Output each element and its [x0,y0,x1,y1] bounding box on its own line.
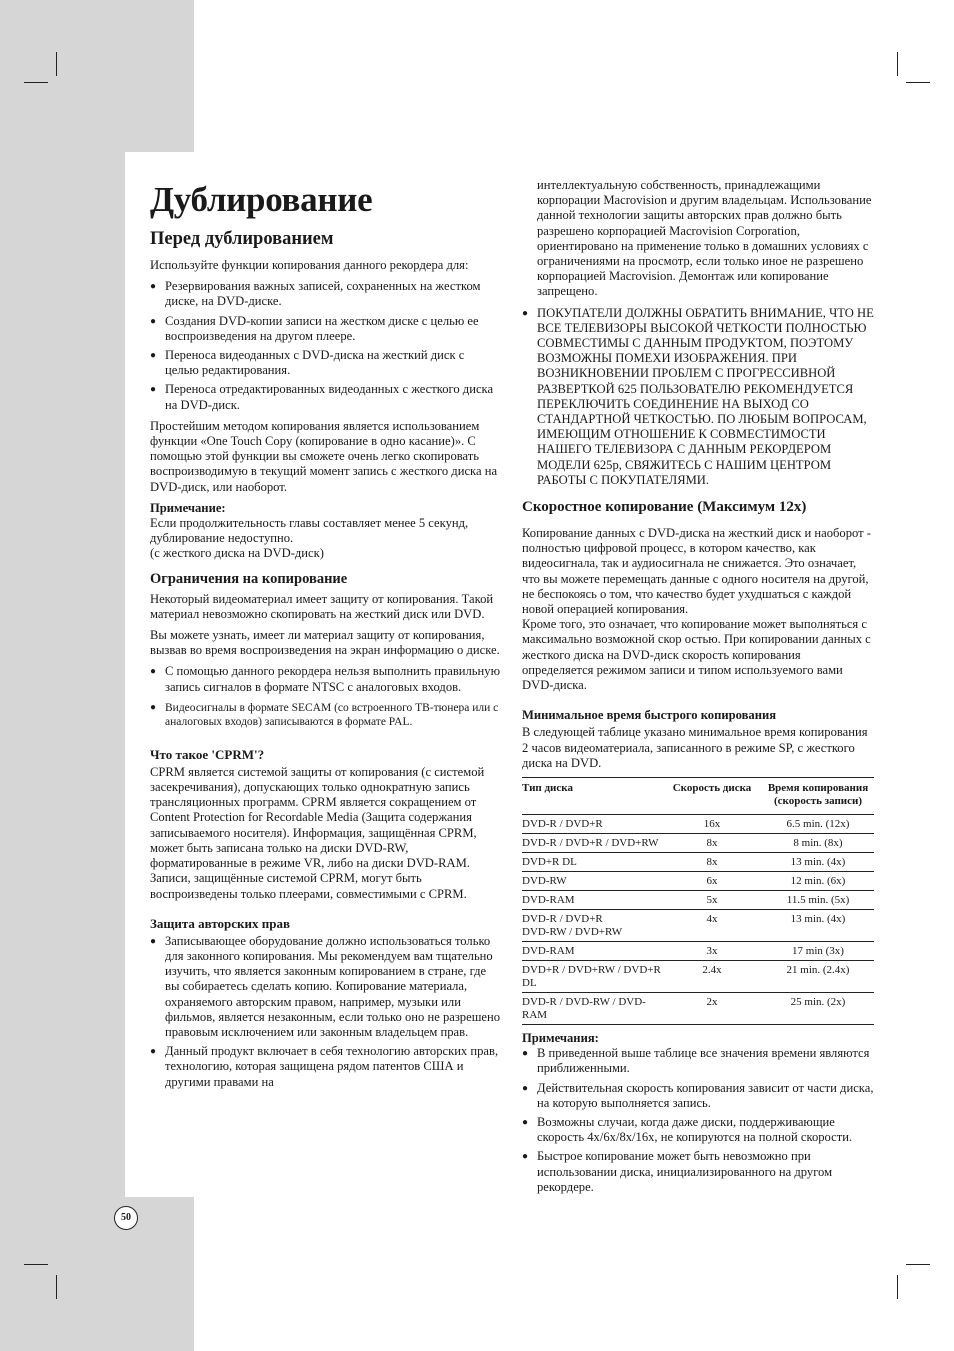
table-cell: 6x [662,871,762,890]
table-body [522,814,874,1024]
notes-label: Примечания: [522,1030,599,1045]
list-item: ● Быстрое копирование может быть невозможно при использовании диска, инициализированного на другом рекордере. [522,1149,874,1195]
table-row [522,814,874,833]
list-item: ● В приведенной выше таблице все значения времени являются приближенными. [522,1046,874,1076]
list-item: ● ПОКУПАТЕЛИ ДОЛЖНЫ ОБРАТИТЬ ВНИМАНИЕ, ЧТО НЕ ВСЕ ТЕЛЕВИЗОРЫ ВЫСОКОЙ ЧЕТКОСТИ ПОЛНОСТЬЮ СОВМЕСТИМЫ С ДАННЫМ ПРОДУКТОМ, ПОЭТОМУ ВОЗМОЖНЫ ПОМЕХИ ИЗОБРАЖЕНИЯ. ПРИ ВОЗНИКНОВЕНИИ ПРОБЛЕМ С ПРОГРЕССИВНОЙ РАЗВЕРТКОЙ 625 ПОЛЬЗОВАТЕЛЮ РЕКОМЕНДУЕТСЯ ПЕРЕКЛЮЧИТЬ СОЕДИНЕНИЕ НА ВЫХОД СО СТАНДАРТНОЙ ЧЕТКОСТЬЮ. ПО ЛЮБЫМ ВОПРОСАМ, ИМЕЮЩИМ ОТНОШЕНИЕ К СОВМЕСТИМОСТИ НАШЕГО ТЕЛЕВИЗОРА С ДАННЫМ РЕКОРДЕРОМ МОДЕЛИ 625p, СВЯЖИТЕСЬ С НАШИМ ЦЕНТРОМ РАБОТЫ С ПОКУПАТЕЛЯМИ. [522,306,874,488]
table-cell: DVD-RW [522,871,662,890]
hdtv-warning-list [522,306,874,488]
section-title-before-dubbing: Перед дублированием [150,229,334,249]
list-item: ● Возможны случаи, когда даже диски, поддерживающие скорость 4x/6x/8x/16x, не копируются на полной скорости. [522,1115,874,1145]
table-cell: 13 min. (4x) [762,852,874,871]
limits-list-secam [150,701,500,729]
limits-paragraph-2: Вы можете узнать, имеет ли материал защиту от копирования, вызвав во время воспроизведения на экран информацию о диске. [150,628,500,658]
table-cell: DVD-RAM [522,890,662,909]
table-cell: DVD+R DL [522,852,662,871]
side-band-left [0,152,125,1197]
list-item: ● Создания DVD-копии записи на жестком диске с целью ее воспроизведения на другом плеере. [150,314,500,344]
uses-list [150,279,500,413]
limits-paragraph-1: Некоторый видеоматериал имеет защиту от копирования. Такой материал невозможно скопировать на жесткий диск или DVD. [150,591,494,621]
crop-mark [56,52,57,76]
list-item: ● Данный продукт включает в себя технологию авторских прав, технологию, которая защищена рядом патентов США и другими правами на [150,1044,500,1090]
crop-mark [897,52,898,76]
copyright-continued: интеллектуальную собственность, принадлежащими корпорации Macrovision и другим владельцам. Использование данной технологии защиты авторских прав должно быть разрешено корпорацией Macrovision Corporation, ориентировано на применение только в домашних условиях с ограничениями на просмотр, если только иное не разрешено корпорацией Macrovision. Демонтаж или копирование запрещено. [537,178,872,299]
table-row [522,871,874,890]
table-cell: 8x [662,833,762,852]
min-time-text: В следующей таблице указано минимальное время копирования 2 часов видеоматериала, записанного в режиме SP, с жесткого диска на DVD. [522,725,868,770]
right-column [522,178,874,1201]
table-row [522,941,874,960]
table-row [522,852,874,871]
table-row [522,992,874,1024]
section-title-speed-copy: Скоростное копирование (Максимум 12x) [522,499,807,516]
table-cell: 25 min. (2x) [762,992,874,1024]
intro-text: Используйте функции копирования данного рекордера для: [150,258,469,272]
table-cell: 2.4x [662,960,762,992]
page-title: Дублирование [150,180,373,219]
crop-mark [24,82,48,83]
section-title-min-time: Минимальное время быстрого копирования [522,708,777,723]
note-label: Примечание: [150,500,226,515]
table-cell: 2x [662,992,762,1024]
table-cell: DVD-R / DVD-RW / DVD-RAM [522,992,662,1024]
list-item: ● Действительная скорость копирования зависит от части диска, на которую выполняется запись. [522,1081,874,1111]
list-item: ● С помощью данного рекордера нельзя выполнить правильную запись сигналов в формате NTSC с аналоговых входов. [150,664,500,694]
section-title-limits: Ограничения на копирование [150,570,348,587]
limits-list [150,664,500,694]
table-row [522,890,874,909]
table-cell: 16x [662,814,762,833]
table-cell: 4x [662,909,762,941]
note-text: Если продолжительность главы составляет менее 5 секунд, дублирование недоступно. (с жесткого диска на DVD-диск) [150,516,469,561]
speed-paragraph-2: Кроме того, это означает, что копирование может выполняться с максимально возможной скор остью. При копировании данных с жесткого диска на DVD-диск скорость копирования определяется режимом записи и типом используемого вами DVD-диска. [522,617,871,693]
table-cell: 17 min (3x) [762,941,874,960]
table-cell: 8x [662,852,762,871]
table-header: Время копирования (скорость записи) [762,777,874,814]
notes-list [522,1046,874,1195]
side-band-bottom [0,1197,194,1351]
table-cell: 8 min. (8x) [762,833,874,852]
page-number: 50 [114,1206,138,1230]
crop-mark [906,1264,930,1265]
table-cell: DVD-R / DVD+R [522,814,662,833]
table-cell: 12 min. (6x) [762,871,874,890]
crop-mark [897,1275,898,1299]
speed-paragraph-1: Копирование данных с DVD-диска на жесткий диск и наоборот - полностью цифровой процесс, в котором качество, как видеосигнала, так и аудиосигнала не снижается. Это означает, что вы можете перемещать данные с одного носителя на другой, не беспокоясь о том, что качество будет ухудшаться с каждой новой операцией копирования. [522,526,871,617]
table-cell: 6.5 min. (12x) [762,814,874,833]
copyright-list [150,934,500,1090]
list-item: ● Переноса видеоданных с DVD-диска на жесткий диск с целью редактирования. [150,348,500,378]
table-header: Скорость диска [662,777,762,814]
list-item: ● Видеосигналы в формате SECAM (со встроенного ТВ-тюнера или с аналоговых входов) записываются в формате PAL. [150,701,500,729]
crop-mark [56,1275,57,1299]
table-cell: DVD-R / DVD+R / DVD+RW [522,833,662,852]
one-touch-copy-text: Простейшим методом копирования является использованием функции «One Touch Copy (копирование в одно касание)». С помощью этой функции вы сможете очень легко скопировать воспроизводимую в текущий момент запись с жесткого диска на DVD-диск, или наоборот. [150,418,498,494]
list-item: ● Переноса отредактированных видеоданных с жесткого диска на DVD-диск. [150,382,500,412]
speed-table [522,777,874,1025]
table-cell: DVD-RAM [522,941,662,960]
table-header: Тип диска [522,777,662,814]
table-cell: 11.5 min. (5x) [762,890,874,909]
table-cell: DVD+R / DVD+RW / DVD+R DL [522,960,662,992]
table-cell: 13 min. (4x) [762,909,874,941]
table-cell: DVD-R / DVD+R DVD-RW / DVD+RW [522,909,662,941]
table-cell: 21 min. (2.4x) [762,960,874,992]
crop-mark [24,1264,48,1265]
list-item: ● Резервирования важных записей, сохраненных на жестком диске, на DVD-диске. [150,279,500,309]
side-band-top [0,0,194,152]
table-row [522,833,874,852]
table-row [522,960,874,992]
cprm-text: CPRM является системой защиты от копирования (с системой засекречивания), допускающих только однократную запись трансляционных программ. CPRM является сокращением от Content Protection for Recordable Media (Защита содержания записываемого носителя). Информация, защищённая CPRM, может быть записана только на диски DVD-RW, форматированные в режиме VR, либо на диски DVD-RAM. Записи, защищённые системой CPRM, могут быть воспроизведены только плеерами, совместимыми с CPRM. [150,764,485,901]
list-item: ● Записывающее оборудование должно использоваться только для законного копирования. Мы рекомендуем вам тщательно изучить, что является законным копированием в стране, где вы собираетесь сделать копию. Копирование материала, охраняемого авторским правом, например, музыки или фильмов, является незаконным, если только оно не разрешено правовым исключением или законным владельцем прав. [150,934,500,1040]
left-column [150,180,500,1096]
crop-mark [906,82,930,83]
section-title-cprm: Что такое 'CPRM'? [150,746,265,762]
section-title-copyright: Защита авторских прав [150,915,291,931]
table-cell: 5x [662,890,762,909]
table-header-row [522,777,874,814]
table-cell: 3x [662,941,762,960]
table-row [522,909,874,941]
